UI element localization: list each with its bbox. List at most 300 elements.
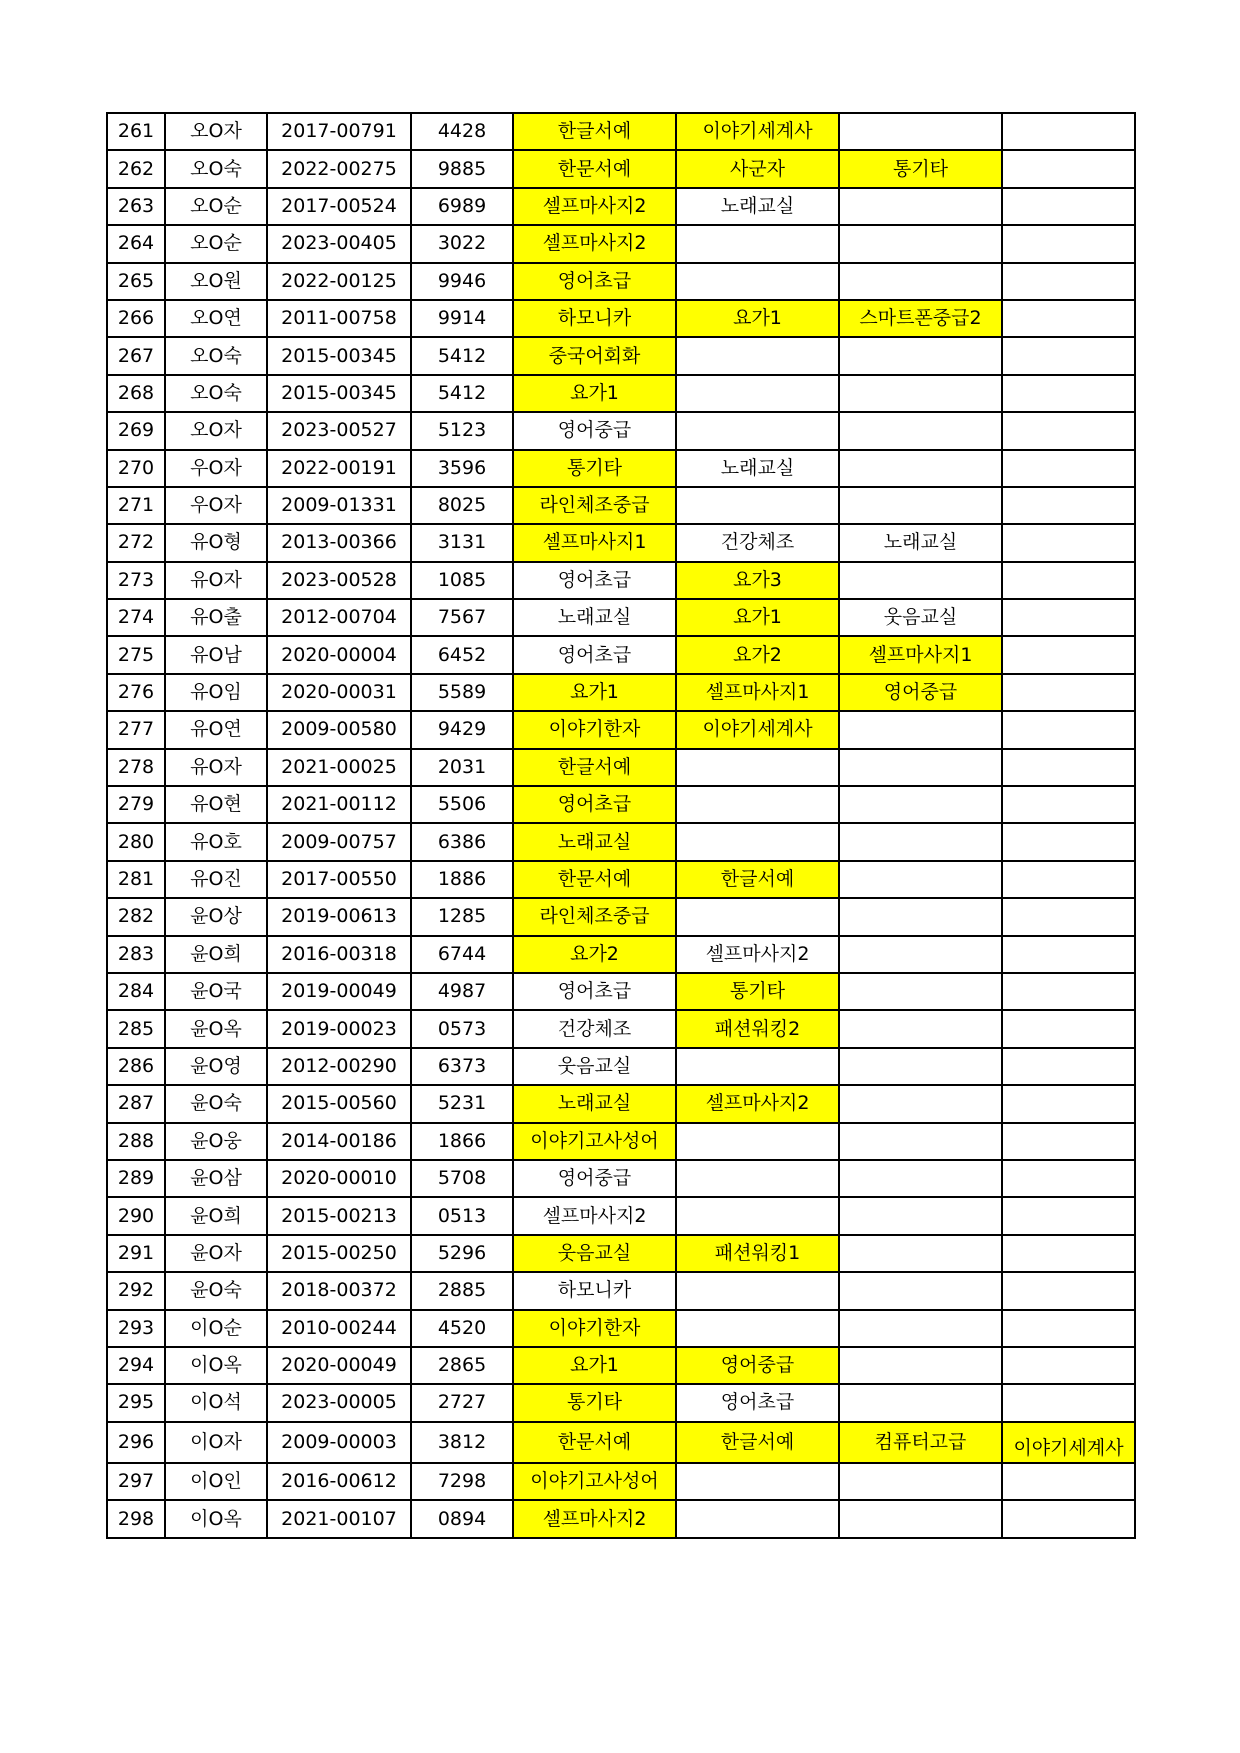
class-cell-4	[1002, 150, 1135, 187]
class-cell-4	[1002, 823, 1135, 860]
class-cell-4	[1002, 1272, 1135, 1309]
class-cell-4	[1002, 1463, 1135, 1500]
class-cell-4	[1002, 1347, 1135, 1384]
row-number-cell: 264	[107, 225, 165, 262]
member-name-cell: 윤O옥	[165, 1010, 267, 1047]
member-name-cell: 유O호	[165, 823, 267, 860]
row-number-cell: 296	[107, 1422, 165, 1463]
table-row	[107, 599, 1135, 636]
class-cell-4	[1002, 1160, 1135, 1197]
member-name-cell: 윤O자	[165, 1235, 267, 1272]
class-cell-3	[839, 1048, 1002, 1085]
table-row	[107, 188, 1135, 225]
member-name-cell: 오O순	[165, 225, 267, 262]
class-cell-4	[1002, 225, 1135, 262]
class-cell-1: 요가1	[513, 1347, 676, 1384]
member-code-cell: 9946	[411, 263, 513, 300]
member-code-cell: 0513	[411, 1197, 513, 1234]
class-cell-1: 요가1	[513, 674, 676, 711]
table-row	[107, 973, 1135, 1010]
class-cell-4	[1002, 263, 1135, 300]
table-row	[107, 711, 1135, 748]
class-cell-4	[1002, 898, 1135, 935]
member-id-cell: 2015-00345	[267, 337, 411, 374]
member-code-cell: 7298	[411, 1463, 513, 1500]
class-cell-1: 통기타	[513, 450, 676, 487]
class-cell-2: 이야기세계사	[676, 711, 839, 748]
class-cell-2: 셀프마사지2	[676, 936, 839, 973]
member-code-cell: 3022	[411, 225, 513, 262]
member-name-cell: 오O숙	[165, 337, 267, 374]
enrollment-table	[106, 112, 1136, 1539]
row-number-cell: 292	[107, 1272, 165, 1309]
class-cell-1: 웃음교실	[513, 1235, 676, 1272]
class-cell-2: 노래교실	[676, 450, 839, 487]
member-code-cell: 6373	[411, 1048, 513, 1085]
member-id-cell: 2023-00005	[267, 1384, 411, 1421]
member-name-cell: 이O자	[165, 1422, 267, 1463]
member-name-cell: 우O자	[165, 487, 267, 524]
class-cell-4	[1002, 337, 1135, 374]
class-cell-2: 요가3	[676, 562, 839, 599]
class-cell-2: 한글서예	[676, 861, 839, 898]
table-row	[107, 898, 1135, 935]
member-code-cell: 1886	[411, 861, 513, 898]
row-number-cell: 278	[107, 749, 165, 786]
row-number-cell: 285	[107, 1010, 165, 1047]
member-name-cell: 유O남	[165, 636, 267, 673]
member-code-cell: 4987	[411, 973, 513, 1010]
row-number-cell: 270	[107, 450, 165, 487]
member-code-cell: 2885	[411, 1272, 513, 1309]
class-cell-1: 라인체조중급	[513, 487, 676, 524]
member-code-cell: 3131	[411, 524, 513, 561]
class-cell-2: 요가1	[676, 599, 839, 636]
class-cell-3	[839, 1272, 1002, 1309]
class-cell-2	[676, 1500, 839, 1537]
class-cell-4	[1002, 861, 1135, 898]
member-name-cell: 유O자	[165, 749, 267, 786]
member-code-cell: 9429	[411, 711, 513, 748]
class-cell-2: 통기타	[676, 973, 839, 1010]
member-code-cell: 3596	[411, 450, 513, 487]
class-cell-2	[676, 263, 839, 300]
member-name-cell: 오O숙	[165, 375, 267, 412]
table-row	[107, 936, 1135, 973]
class-cell-3	[839, 450, 1002, 487]
member-id-cell: 2009-01331	[267, 487, 411, 524]
table-row	[107, 674, 1135, 711]
row-number-cell: 262	[107, 150, 165, 187]
table-row	[107, 113, 1135, 150]
member-id-cell: 2009-00003	[267, 1422, 411, 1463]
class-cell-1: 이야기고사성어	[513, 1123, 676, 1160]
member-code-cell: 8025	[411, 487, 513, 524]
class-cell-3: 스마트폰중급2	[839, 300, 1002, 337]
class-cell-3	[839, 1010, 1002, 1047]
member-name-cell: 이O인	[165, 1463, 267, 1500]
member-code-cell: 9914	[411, 300, 513, 337]
table-row	[107, 1123, 1135, 1160]
class-cell-1: 셀프마사지2	[513, 1500, 676, 1537]
member-code-cell: 4428	[411, 113, 513, 150]
class-cell-1: 노래교실	[513, 599, 676, 636]
class-cell-1: 웃음교실	[513, 1048, 676, 1085]
member-name-cell: 윤O국	[165, 973, 267, 1010]
class-cell-3: 웃음교실	[839, 599, 1002, 636]
class-cell-2	[676, 823, 839, 860]
class-cell-3: 영어중급	[839, 674, 1002, 711]
member-id-cell: 2012-00290	[267, 1048, 411, 1085]
class-cell-3	[839, 898, 1002, 935]
member-code-cell: 4520	[411, 1310, 513, 1347]
member-name-cell: 유O현	[165, 786, 267, 823]
class-cell-2: 패션워킹2	[676, 1010, 839, 1047]
class-cell-4	[1002, 973, 1135, 1010]
class-cell-3	[839, 749, 1002, 786]
class-cell-2	[676, 337, 839, 374]
row-number-cell: 276	[107, 674, 165, 711]
class-cell-2	[676, 225, 839, 262]
table-row	[107, 861, 1135, 898]
member-name-cell: 오O원	[165, 263, 267, 300]
member-id-cell: 2015-00213	[267, 1197, 411, 1234]
class-cell-1: 이야기한자	[513, 1310, 676, 1347]
class-cell-4	[1002, 1197, 1135, 1234]
member-name-cell: 윤O숙	[165, 1085, 267, 1122]
class-cell-4	[1002, 711, 1135, 748]
class-cell-1: 한문서예	[513, 150, 676, 187]
class-cell-4	[1002, 375, 1135, 412]
class-cell-2	[676, 1160, 839, 1197]
class-cell-3	[839, 823, 1002, 860]
class-cell-2	[676, 786, 839, 823]
class-cell-3	[839, 337, 1002, 374]
row-number-cell: 272	[107, 524, 165, 561]
class-cell-4	[1002, 562, 1135, 599]
class-cell-2	[676, 412, 839, 449]
class-cell-2: 한글서예	[676, 1422, 839, 1463]
member-code-cell: 6386	[411, 823, 513, 860]
class-cell-2	[676, 1463, 839, 1500]
member-id-cell: 2023-00405	[267, 225, 411, 262]
member-name-cell: 윤O희	[165, 936, 267, 973]
member-name-cell: 윤O숙	[165, 1272, 267, 1309]
table-row	[107, 1085, 1135, 1122]
class-cell-3	[839, 412, 1002, 449]
class-cell-2: 셀프마사지2	[676, 1085, 839, 1122]
table-row	[107, 786, 1135, 823]
member-id-cell: 2021-00112	[267, 786, 411, 823]
member-code-cell: 0894	[411, 1500, 513, 1537]
class-cell-3	[839, 225, 1002, 262]
member-code-cell: 1285	[411, 898, 513, 935]
class-cell-4	[1002, 599, 1135, 636]
class-cell-2: 영어초급	[676, 1384, 839, 1421]
class-cell-3	[839, 1310, 1002, 1347]
member-id-cell: 2020-00004	[267, 636, 411, 673]
class-cell-1: 셀프마사지2	[513, 188, 676, 225]
member-code-cell: 2727	[411, 1384, 513, 1421]
member-id-cell: 2020-00049	[267, 1347, 411, 1384]
class-cell-2: 셀프마사지1	[676, 674, 839, 711]
table-row	[107, 1500, 1135, 1537]
member-code-cell: 1085	[411, 562, 513, 599]
member-id-cell: 2014-00186	[267, 1123, 411, 1160]
class-cell-1: 한글서예	[513, 749, 676, 786]
table-row	[107, 412, 1135, 449]
row-number-cell: 265	[107, 263, 165, 300]
member-id-cell: 2021-00107	[267, 1500, 411, 1537]
class-cell-3: 노래교실	[839, 524, 1002, 561]
class-cell-3	[839, 375, 1002, 412]
row-number-cell: 297	[107, 1463, 165, 1500]
member-id-cell: 2022-00275	[267, 150, 411, 187]
member-name-cell: 오O자	[165, 113, 267, 150]
member-name-cell: 이O옥	[165, 1500, 267, 1537]
row-number-cell: 268	[107, 375, 165, 412]
member-id-cell: 2017-00550	[267, 861, 411, 898]
class-cell-4: 이야기세계사	[1002, 1422, 1135, 1463]
class-cell-4	[1002, 1500, 1135, 1537]
member-name-cell: 이O순	[165, 1310, 267, 1347]
member-id-cell: 2009-00757	[267, 823, 411, 860]
member-id-cell: 2021-00025	[267, 749, 411, 786]
class-cell-1: 셀프마사지1	[513, 524, 676, 561]
class-cell-1: 하모니카	[513, 300, 676, 337]
row-number-cell: 275	[107, 636, 165, 673]
class-cell-4	[1002, 674, 1135, 711]
class-cell-4	[1002, 1048, 1135, 1085]
class-cell-3	[839, 188, 1002, 225]
table-row	[107, 749, 1135, 786]
class-cell-3	[839, 861, 1002, 898]
member-name-cell: 윤O삼	[165, 1160, 267, 1197]
member-id-cell: 2020-00031	[267, 674, 411, 711]
row-number-cell: 261	[107, 113, 165, 150]
member-name-cell: 유O자	[165, 562, 267, 599]
table-row	[107, 1347, 1135, 1384]
member-id-cell: 2019-00023	[267, 1010, 411, 1047]
class-cell-3	[839, 113, 1002, 150]
table-row	[107, 636, 1135, 673]
class-cell-3	[839, 1160, 1002, 1197]
class-cell-3	[839, 936, 1002, 973]
member-name-cell: 유O형	[165, 524, 267, 561]
class-cell-2: 이야기세계사	[676, 113, 839, 150]
class-cell-3: 통기타	[839, 150, 1002, 187]
member-id-cell: 2019-00613	[267, 898, 411, 935]
class-cell-3: 셀프마사지1	[839, 636, 1002, 673]
member-code-cell: 5123	[411, 412, 513, 449]
row-number-cell: 269	[107, 412, 165, 449]
class-cell-1: 한문서예	[513, 1422, 676, 1463]
class-cell-3	[839, 1463, 1002, 1500]
member-code-cell: 0573	[411, 1010, 513, 1047]
class-cell-3	[839, 1197, 1002, 1234]
member-name-cell: 윤O웅	[165, 1123, 267, 1160]
row-number-cell: 291	[107, 1235, 165, 1272]
member-id-cell: 2017-00524	[267, 188, 411, 225]
class-cell-1: 영어중급	[513, 412, 676, 449]
row-number-cell: 274	[107, 599, 165, 636]
row-number-cell: 267	[107, 337, 165, 374]
table-row	[107, 225, 1135, 262]
member-code-cell: 7567	[411, 599, 513, 636]
row-number-cell: 294	[107, 1347, 165, 1384]
class-cell-1: 건강체조	[513, 1010, 676, 1047]
class-cell-3	[839, 973, 1002, 1010]
class-cell-2	[676, 749, 839, 786]
member-code-cell: 5412	[411, 375, 513, 412]
table-row	[107, 150, 1135, 187]
table-row	[107, 1463, 1135, 1500]
member-id-cell: 2012-00704	[267, 599, 411, 636]
class-cell-3	[839, 1085, 1002, 1122]
row-number-cell: 284	[107, 973, 165, 1010]
member-id-cell: 2009-00580	[267, 711, 411, 748]
member-code-cell: 2865	[411, 1347, 513, 1384]
table-row	[107, 375, 1135, 412]
class-cell-4	[1002, 749, 1135, 786]
class-cell-1: 노래교실	[513, 823, 676, 860]
class-cell-3	[839, 1123, 1002, 1160]
member-name-cell: 오O순	[165, 188, 267, 225]
row-number-cell: 288	[107, 1123, 165, 1160]
member-id-cell: 2010-00244	[267, 1310, 411, 1347]
member-id-cell: 2019-00049	[267, 973, 411, 1010]
class-cell-2: 영어중급	[676, 1347, 839, 1384]
table-row	[107, 263, 1135, 300]
class-cell-1: 한문서예	[513, 861, 676, 898]
member-name-cell: 윤O희	[165, 1197, 267, 1234]
member-name-cell: 유O연	[165, 711, 267, 748]
class-cell-3	[839, 562, 1002, 599]
table-row	[107, 562, 1135, 599]
member-name-cell: 오O자	[165, 412, 267, 449]
row-number-cell: 295	[107, 1384, 165, 1421]
member-name-cell: 유O임	[165, 674, 267, 711]
class-cell-1: 통기타	[513, 1384, 676, 1421]
class-cell-1: 라인체조중급	[513, 898, 676, 935]
class-cell-1: 영어초급	[513, 636, 676, 673]
member-id-cell: 2015-00345	[267, 375, 411, 412]
table-row	[107, 1048, 1135, 1085]
member-id-cell: 2018-00372	[267, 1272, 411, 1309]
member-code-cell: 9885	[411, 150, 513, 187]
class-cell-3	[839, 1347, 1002, 1384]
table-row	[107, 1235, 1135, 1272]
row-number-cell: 290	[107, 1197, 165, 1234]
class-cell-2	[676, 898, 839, 935]
class-cell-2	[676, 1310, 839, 1347]
class-cell-2	[676, 1272, 839, 1309]
row-number-cell: 293	[107, 1310, 165, 1347]
member-code-cell: 6452	[411, 636, 513, 673]
table-row	[107, 487, 1135, 524]
class-cell-4	[1002, 412, 1135, 449]
row-number-cell: 273	[107, 562, 165, 599]
member-id-cell: 2023-00528	[267, 562, 411, 599]
class-cell-4	[1002, 786, 1135, 823]
class-cell-4	[1002, 1085, 1135, 1122]
class-cell-2	[676, 1123, 839, 1160]
member-name-cell: 윤O상	[165, 898, 267, 935]
member-id-cell: 2015-00250	[267, 1235, 411, 1272]
row-number-cell: 279	[107, 786, 165, 823]
class-cell-3	[839, 263, 1002, 300]
member-id-cell: 2013-00366	[267, 524, 411, 561]
class-cell-1: 영어초급	[513, 263, 676, 300]
class-cell-3: 컴퓨터고급	[839, 1422, 1002, 1463]
table-row	[107, 1010, 1135, 1047]
class-cell-4	[1002, 113, 1135, 150]
member-code-cell: 5506	[411, 786, 513, 823]
row-number-cell: 298	[107, 1500, 165, 1537]
class-cell-2	[676, 487, 839, 524]
member-name-cell: 유O진	[165, 861, 267, 898]
class-cell-1: 요가1	[513, 375, 676, 412]
member-id-cell: 2015-00560	[267, 1085, 411, 1122]
class-cell-2: 사군자	[676, 150, 839, 187]
class-cell-3	[839, 786, 1002, 823]
class-cell-3	[839, 1500, 1002, 1537]
table-row	[107, 823, 1135, 860]
class-cell-3	[839, 1384, 1002, 1421]
member-name-cell: 오O숙	[165, 150, 267, 187]
class-cell-2: 패션워킹1	[676, 1235, 839, 1272]
class-cell-4	[1002, 1123, 1135, 1160]
member-code-cell: 5412	[411, 337, 513, 374]
class-cell-1: 한글서예	[513, 113, 676, 150]
class-cell-2	[676, 1197, 839, 1234]
row-number-cell: 282	[107, 898, 165, 935]
member-id-cell: 2023-00527	[267, 412, 411, 449]
member-code-cell: 3812	[411, 1422, 513, 1463]
class-cell-4	[1002, 1310, 1135, 1347]
class-cell-1: 이야기한자	[513, 711, 676, 748]
table-row	[107, 450, 1135, 487]
class-cell-1: 셀프마사지2	[513, 1197, 676, 1234]
class-cell-1: 노래교실	[513, 1085, 676, 1122]
row-number-cell: 287	[107, 1085, 165, 1122]
member-id-cell: 2020-00010	[267, 1160, 411, 1197]
class-cell-1: 영어중급	[513, 1160, 676, 1197]
class-cell-4	[1002, 1235, 1135, 1272]
member-code-cell: 6744	[411, 936, 513, 973]
member-id-cell: 2011-00758	[267, 300, 411, 337]
member-id-cell: 2017-00791	[267, 113, 411, 150]
table-row	[107, 1272, 1135, 1309]
row-number-cell: 271	[107, 487, 165, 524]
row-number-cell: 289	[107, 1160, 165, 1197]
row-number-cell: 286	[107, 1048, 165, 1085]
table-row	[107, 1197, 1135, 1234]
member-code-cell: 5296	[411, 1235, 513, 1272]
table-row	[107, 300, 1135, 337]
member-code-cell: 5589	[411, 674, 513, 711]
class-cell-3	[839, 711, 1002, 748]
class-cell-1: 셀프마사지2	[513, 225, 676, 262]
row-number-cell: 266	[107, 300, 165, 337]
class-cell-1: 영어초급	[513, 973, 676, 1010]
row-number-cell: 263	[107, 188, 165, 225]
member-code-cell: 1866	[411, 1123, 513, 1160]
row-number-cell: 283	[107, 936, 165, 973]
class-cell-3	[839, 487, 1002, 524]
class-cell-1: 영어초급	[513, 562, 676, 599]
table-row	[107, 1422, 1135, 1463]
